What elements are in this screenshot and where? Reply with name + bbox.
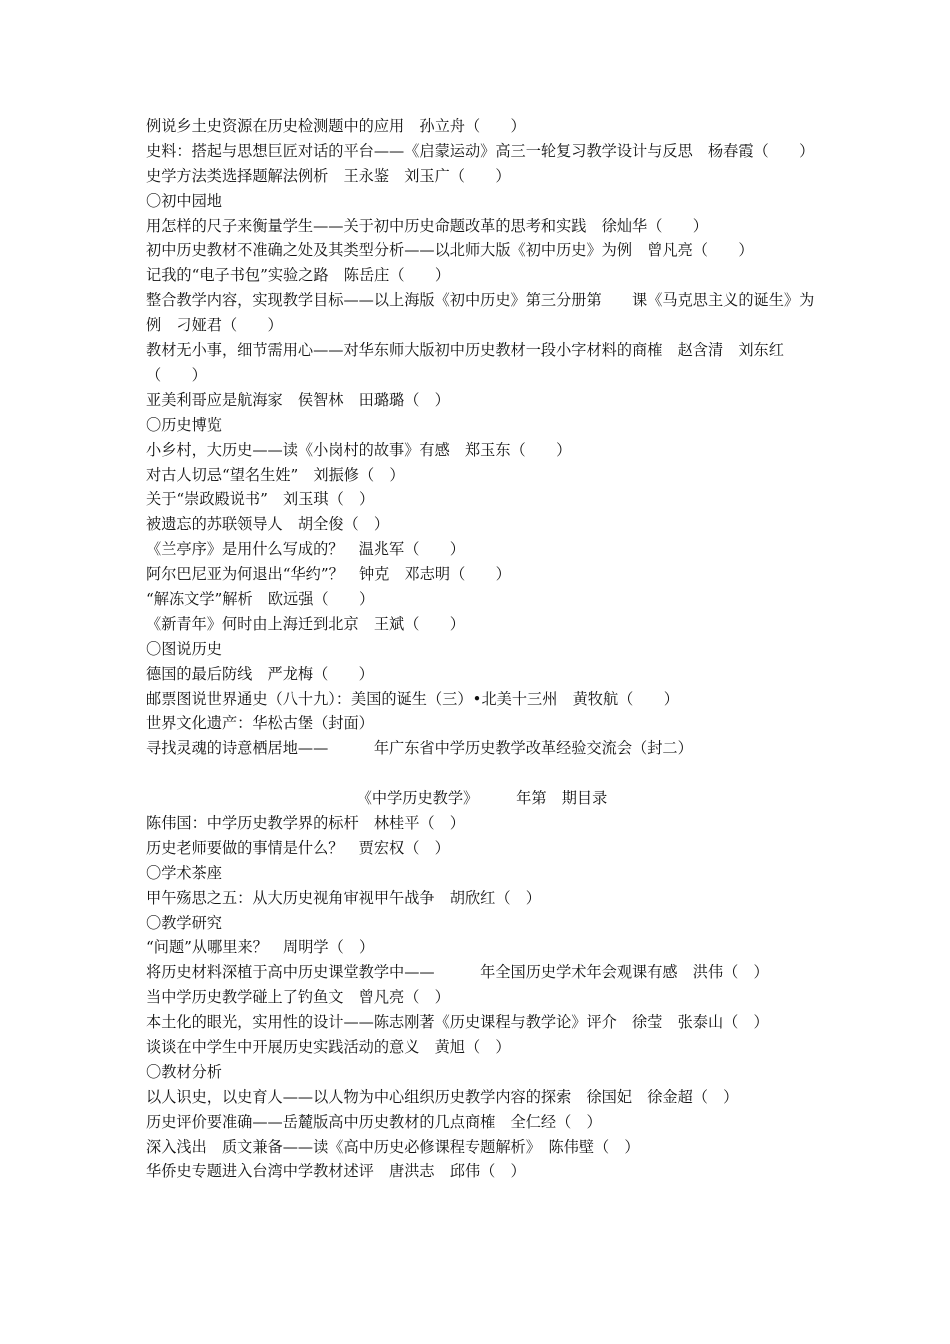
toc-entry: 史学方法类选择题解法例析 王永鉴 刘玉广（ ） <box>146 166 511 185</box>
toc-entry: 阿尔巴尼亚为何退出“华约”？ 钟克 邓志明（ ） <box>146 565 511 584</box>
toc-entry: 《兰亭序》是用什么写成的？ 温兆军（ ） <box>146 540 465 559</box>
section-heading: 〇图说历史 <box>146 639 222 658</box>
toc-entry: 整合教学内容，实现教学目标——以上海版《初中历史》第三分册第 课《马克思主义的诞生》为例 刁娅君（ ） <box>146 291 815 335</box>
toc-entry: 邮票图说世界通史（八十九）：美国的诞生（三）•北美十三州 黄牧航（ ） <box>146 689 679 708</box>
section-heading: 〇教材分析 <box>146 1062 222 1081</box>
contents-block-1 <box>146 114 818 761</box>
issue-heading: 《中学历史教学》 年第 期目录 <box>356 789 608 808</box>
toc-entry: 历史评价要准确——岳麓版高中历史教材的几点商榷 全仁经（ ） <box>146 1112 602 1131</box>
toc-entry: 记我的“电子书包”实验之路 陈岳庄（ ） <box>146 266 451 285</box>
toc-entry: 德国的最后防线 严龙梅（ ） <box>146 664 374 683</box>
contents-block-2 <box>146 811 818 1184</box>
toc-entry: 以人识史，以史育人——以人物为中心组织历史教学内容的探索 徐国妃 徐金超（ ） <box>146 1087 739 1106</box>
toc-entry: 关于“崇政殿说书” 刘玉琪（ ） <box>146 490 375 509</box>
toc-entry: 谈谈在中学生中开展历史实践活动的意义 黄旭（ ） <box>146 1038 511 1057</box>
toc-entry: 对古人切忌“望名生姓” 刘振修（ ） <box>146 465 405 484</box>
blank-line <box>146 761 818 786</box>
section-heading: 〇初中园地 <box>146 191 222 210</box>
document-page <box>146 114 818 1184</box>
toc-entry: 教材无小事，细节需用心——对华东师大版初中历史教材一段小字材料的商榷 赵含清 刘东红（ ） <box>146 341 784 384</box>
toc-entry: 亚美利哥应是航海家 侯智林 田璐璐（ ） <box>146 390 450 409</box>
section-heading: 〇教学研究 <box>146 913 222 932</box>
toc-entry: 本土化的眼光，实用性的设计——陈志刚著《历史课程与教学论》评介 徐莹 张泰山（ ） <box>146 1013 769 1032</box>
toc-entry: “问题”从哪里来？ 周明学（ ） <box>146 938 375 957</box>
toc-entry: 甲午殇思之五：从大历史视角审视甲午战争 胡欣红（ ） <box>146 888 541 907</box>
toc-entry: 历史老师要做的事情是什么？ 贾宏权（ ） <box>146 838 450 857</box>
toc-entry: 小乡村，大历史——读《小岗村的故事》有感 郑玉东（ ） <box>146 440 572 459</box>
toc-entry: 深入浅出 质文兼备——读《高中历史必修课程专题解析》 陈伟壁（ ） <box>146 1137 640 1156</box>
toc-entry: 当中学历史教学碰上了钓鱼文 曾凡亮（ ） <box>146 988 450 1007</box>
section-heading: 〇学术茶座 <box>146 863 222 882</box>
toc-entry: 华侨史专题进入台湾中学教材述评 唐洪志 邱伟（ ） <box>146 1162 526 1181</box>
toc-entry: “解冻文学”解析 欧远强（ ） <box>146 590 375 608</box>
toc-entry: 用怎样的尺子来衡量学生——关于初中历史命题改革的思考和实践 徐灿华（ ） <box>146 216 708 235</box>
toc-entry: 寻找灵魂的诗意栖居地—— 年广东省中学历史教学改革经验交流会（封二） <box>146 739 693 758</box>
toc-entry: 被遗忘的苏联领导人 胡全俊（ ） <box>146 515 389 534</box>
toc-entry: 《新青年》何时由上海迁到北京 王斌（ ） <box>146 614 465 633</box>
toc-entry: 例说乡土史资源在历史检测题中的应用 孙立舟（ ） <box>146 117 526 135</box>
toc-entry: 陈伟国：中学历史教学界的标杆 林桂平（ ） <box>146 814 465 833</box>
toc-entry: 将历史材料深植于高中历史课堂教学中—— 年全国历史学术年会观课有感 洪伟（ ） <box>146 963 769 982</box>
toc-entry: 史料：搭起与思想巨匠对话的平台——《启蒙运动》高三一轮复习教学设计与反思 杨春霞（ ） <box>146 141 815 160</box>
toc-entry: 初中历史教材不准确之处及其类型分析——以北师大版《初中历史》为例 曾凡亮（ ） <box>146 241 754 260</box>
section-heading: 〇历史博览 <box>146 415 222 434</box>
toc-entry: 世界文化遗产：华松古堡（封面） <box>146 714 374 733</box>
